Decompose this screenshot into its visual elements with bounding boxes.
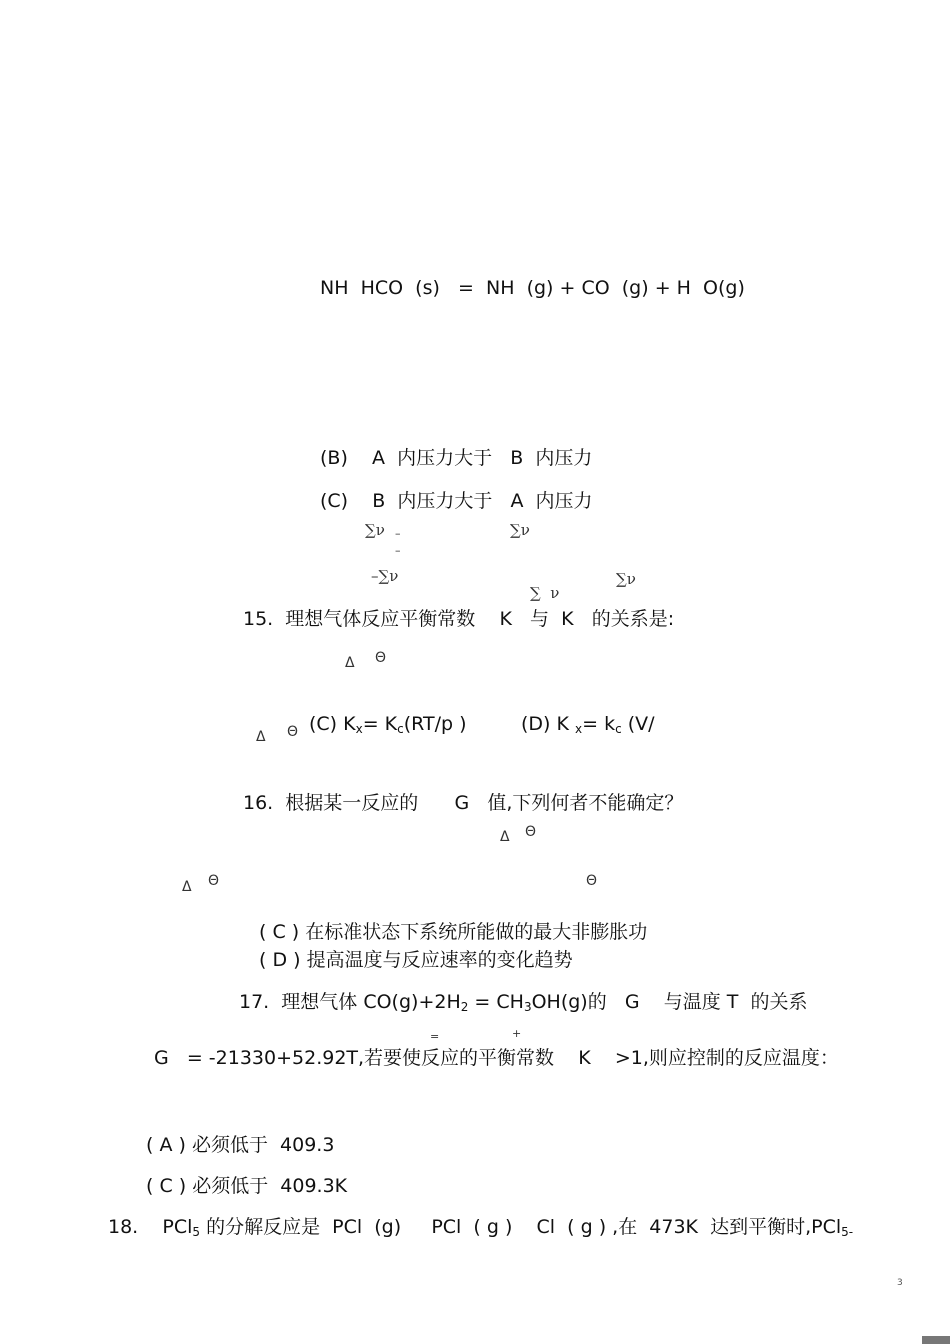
sigma-nu-mark: ∑ ν	[530, 584, 560, 602]
theta-icon: Θ	[586, 873, 598, 889]
option-c: (C) B 内压力大于 A 内压力	[320, 490, 593, 512]
theta-icon: Θ	[287, 724, 299, 740]
delta-icon: Δ	[182, 879, 192, 895]
reaction-equation: NH HCO (s) = NH (g) + CO (g) + H O(g)	[320, 277, 745, 299]
bar-mark: –	[395, 527, 401, 540]
sigma-nu-mark: –∑ν	[371, 567, 399, 585]
question-17-relation: G = -21330+52.92T,若要使反应的平衡常数 K >1,则应控制的反应温度：	[154, 1047, 839, 1069]
page-number: 3	[897, 1278, 903, 1288]
theta-icon: Θ	[208, 873, 220, 889]
question-17-option-a: ( A ) 必须低于 409.3	[146, 1134, 335, 1156]
question-15-option-d: (D) K $_x= k_c$ (V/	[521, 713, 655, 736]
question-18-stem: 18. PCl$_5$ 的分解反应是 PCl (g) PCl ( g ) Cl ( g ) ,在 473K 达到平衡时,PCl$_{5-}$	[108, 1216, 854, 1239]
delta-icon: Δ	[256, 729, 266, 745]
theta-icon: Θ	[525, 824, 537, 840]
question-15-option-c: (C) $K_x= K_c(RT/p$ )	[309, 713, 467, 736]
question-15-stem: 15. 理想气体反应平衡常数 K 与 K 的关系是:	[243, 608, 675, 630]
plus-mark: +	[512, 1027, 522, 1040]
sigma-nu-mark: ∑ν	[616, 570, 636, 588]
question-16-option-d: ( D ) 提高温度与反应速率的变化趋势	[259, 949, 573, 971]
question-17-stem: 17. 理想气体 $CO(g)+2H_2 = CH_3OH(g)$的 G 与温度 T 的关系	[239, 991, 808, 1014]
equals-mark: =	[430, 1030, 440, 1043]
sigma-nu-mark: ∑ν	[510, 521, 530, 539]
sigma-nu-mark: ∑ν	[365, 521, 385, 539]
delta-icon: Δ	[500, 829, 510, 845]
question-17-option-c: ( C ) 必须低于 409.3K	[146, 1175, 348, 1197]
option-b: (B) A 内压力大于 B 内压力	[320, 447, 593, 469]
theta-icon: Θ	[375, 650, 387, 666]
bar-mark: –	[395, 544, 401, 557]
corner-tab	[922, 1336, 950, 1344]
question-16-option-c: ( C ) 在标准状态下系统所能做的最大非膨胀功	[259, 921, 648, 943]
delta-icon: Δ	[345, 655, 355, 671]
question-16-stem: 16. 根据某一反应的 G 值,下列何者不能确定？	[243, 792, 684, 814]
